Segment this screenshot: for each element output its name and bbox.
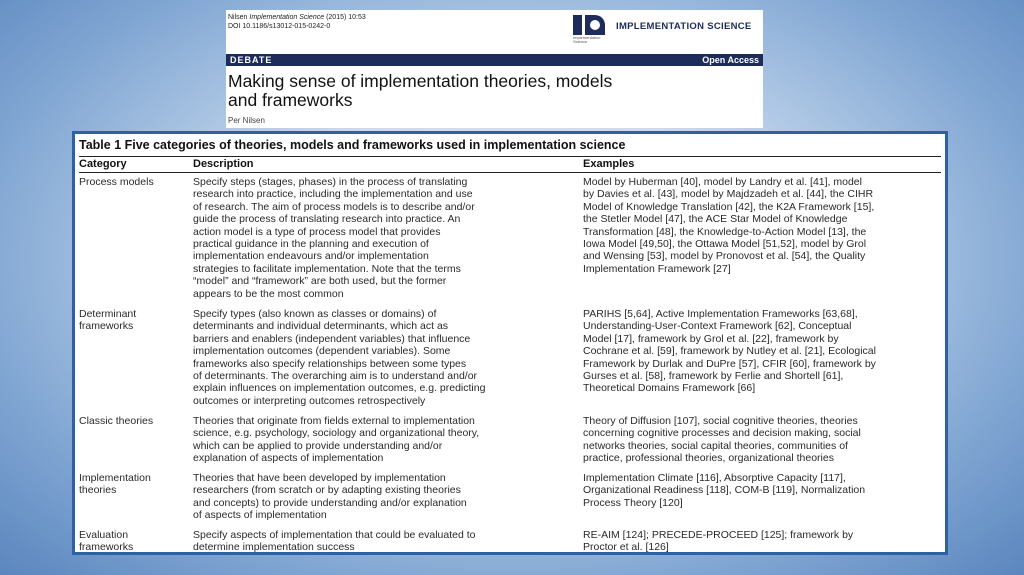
journal-logo-icon — [573, 15, 605, 35]
row-examples: Theory of Diffusion [107], social cognitive theories, theories concerning cognitive processes and decision making, social networks theories, social capital theories, communities of practice, professional theories, organizational theories — [583, 415, 861, 465]
article-header — [226, 10, 763, 128]
row-description: Specify aspects of implementation that could be evaluated to determine implementation success — [193, 529, 476, 554]
header-examples: Examples — [583, 158, 635, 170]
row-description: Theories that originate from fields external to implementation science, e.g. psychology, sociology and organizational theory, which can be applied to provide understanding and/or explanation of aspects of implementation — [193, 415, 480, 465]
row-category: Implementation theories — [79, 472, 151, 497]
journal-logo — [573, 15, 763, 45]
row-category: Determinant frameworks — [79, 308, 137, 333]
citation-journal: Implementation Science — [249, 14, 325, 21]
open-access-label: Open Access — [702, 55, 759, 65]
header-description: Description — [193, 158, 254, 170]
row-description: Specify steps (stages, phases) in the process of translating research into practice, including the implementation and use of research. The aim of process models is to describe and/or guide the process of translating research into practice. An action model is a type of process model that provides practical guidance in the planning and execution of implementation endeavours and/or implementation strategies to facilitate implementation. Note that the terms “model” and “framework” are both used, but the former appears to be the most common — [193, 176, 475, 300]
citation-rest: (2015) 10:53 — [326, 14, 366, 21]
table-card — [72, 131, 948, 555]
table-rule-header — [79, 172, 941, 173]
row-description: Specify types (also known as classes or domains) of determinants and individual determinants, which act as barriers and enablers (independent variables) that influence implementation outcomes (dependent variables). Some frameworks also specify relationships between some types of determinants. The overarching aim is to understand and/or explain influences on implementation outcomes, e.g. predicting outcomes or interpreting outcomes retrospectively — [193, 308, 486, 407]
row-category: Process models — [79, 176, 154, 188]
logo-small-text: Implementation Science — [573, 35, 601, 44]
table-title: Table 1 Five categories of theories, models and frameworks used in implementation science — [79, 138, 626, 152]
row-category: Classic theories — [79, 415, 154, 427]
article-author: Per Nilsen — [228, 116, 265, 125]
row-examples: RE-AIM [124]; PRECEDE-PROCEED [125]; framework by Proctor et al. [126] — [583, 529, 854, 554]
article-title: Making sense of implementation theories, models and frameworks — [228, 71, 613, 110]
citation — [228, 13, 366, 31]
row-description: Theories that have been developed by implementation researchers (from scratch or by adapting existing theories and concepts) to provide understanding and/or explanation of aspects of implementation — [193, 472, 467, 522]
doi: DOI 10.1186/s13012-015-0242-0 — [228, 23, 331, 30]
section-bar — [226, 54, 763, 66]
row-examples: Model by Huberman [40], model by Landry et al. [41], model by Davies et al. [43], model by Majdzadeh et al. [44], the CIHR Model of Knowledge Translation [42], the K2A Framework [15], the Stetler Model [47], the ACE Star Model of Knowledge Transformation [48], the Knowledge-to-Action Model [13], the Iowa Model [49,50], the Ottawa Model [51,52], model by Grol and Wensing [53], model by Pronovost et al. [54], the Quality Implementation Framework [27] — [583, 176, 875, 275]
logo-text: IMPLEMENTATION SCIENCE — [616, 21, 752, 32]
row-category: Evaluation frameworks — [79, 529, 134, 554]
section-label: DEBATE — [230, 55, 273, 65]
citation-author: Nilsen — [228, 14, 248, 21]
row-examples: Implementation Climate [116], Absorptive Capacity [117], Organizational Readiness [118], COM-B [119], Normalization Process Theory [120] — [583, 472, 866, 509]
header-category: Category — [79, 158, 127, 170]
row-examples: PARIHS [5,64], Active Implementation Frameworks [63,68], Understanding-User-Context Framework [62], Conceptual Model [17], framework by Grol et al. [22], framework by Cochrane et al. [59], framework by Nutley et al. [21], Ecological Framework by Durlak and DuPre [57], CFIR [60], framework by Gurses et al. [58], framework by Ferlie and Shortell [61], Theoretical Domains Framework [66] — [583, 308, 876, 395]
